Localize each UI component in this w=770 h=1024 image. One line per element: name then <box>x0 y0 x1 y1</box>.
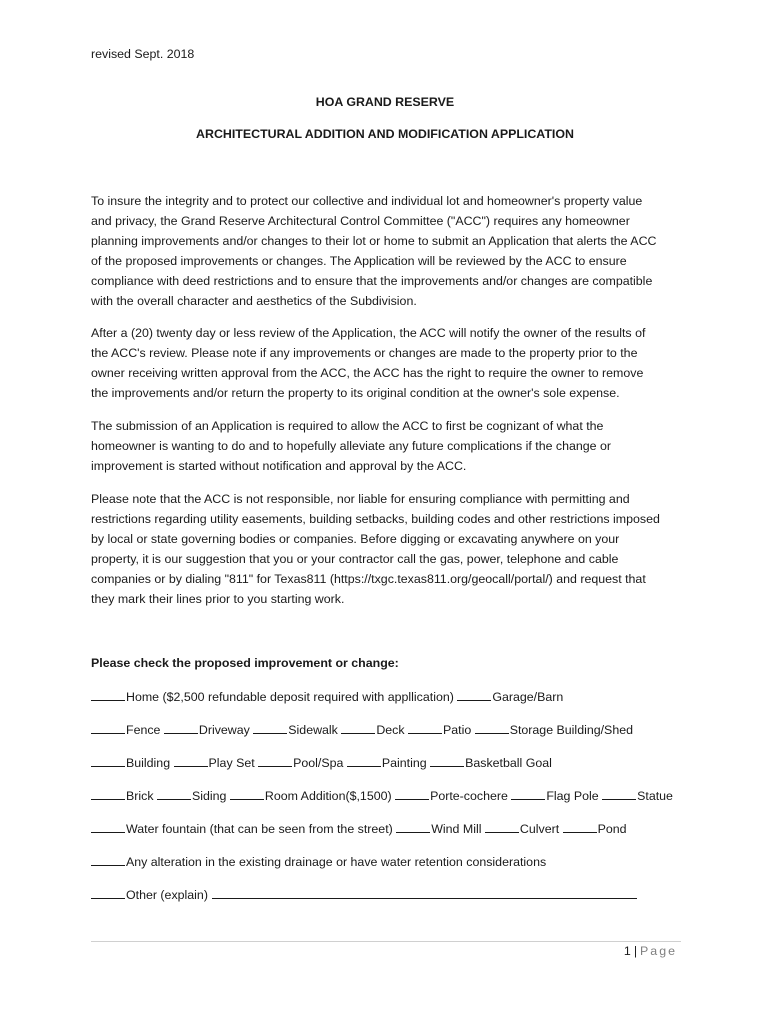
paragraph-line: restrictions regarding utility easements, building setbacks, building codes and other restrictions imposed <box>91 512 660 526</box>
checkbox-blank-pond[interactable] <box>563 820 597 833</box>
checkbox-blank-deck[interactable] <box>341 721 375 734</box>
checklist-row <box>91 754 552 772</box>
checkbox-blank-play-set[interactable] <box>174 754 208 767</box>
paragraph-line: Please note that the ACC is not responsible, nor liable for ensuring compliance with permitting and <box>91 492 630 506</box>
paragraph-line: by local or state governing bodies or companies. Before digging or excavating anywhere on your <box>91 532 620 546</box>
intro-paragraph <box>91 191 691 311</box>
checkbox-blank-storage-building[interactable] <box>475 721 509 734</box>
paragraph-line: owner receiving written approval from the ACC, the ACC has the right to require the owner to remove <box>91 366 644 380</box>
revision-note: revised Sept. 2018 <box>91 47 195 61</box>
option-label-painting: Painting <box>381 756 431 770</box>
paragraph-line: companies or by dialing "811" for Texas811 (https://txgc.texas811.org/geocall/portal/) and request that <box>91 572 646 586</box>
option-label-porte-cochere: Porte-cochere <box>430 789 512 803</box>
checkbox-blank-driveway[interactable] <box>164 721 198 734</box>
option-label-drainage: Any alteration in the existing drainage or have water retention considerations <box>126 855 547 869</box>
page-label: Page <box>640 944 677 958</box>
paragraph-line: of the proposed improvements or changes. The Application will be reviewed by the ACC to ensure <box>91 254 627 268</box>
checklist-heading: Please check the proposed improvement or change: <box>91 656 399 670</box>
option-label-deck: Deck <box>376 723 408 737</box>
paragraph-line: The submission of an Application is required to allow the ACC to first be cognizant of what the <box>91 419 604 433</box>
option-label-room-addition: Room Addition($,1500) <box>264 789 396 803</box>
option-label-pool-spa: Pool/Spa <box>293 756 347 770</box>
option-label-flag-pole: Flag Pole <box>546 789 603 803</box>
option-label-siding: Siding <box>191 789 230 803</box>
document-subtitle: ARCHITECTURAL ADDITION AND MODIFICATION APPLICATION <box>196 127 574 141</box>
checkbox-blank-water-fountain[interactable] <box>91 820 125 833</box>
option-label-building: Building <box>126 756 174 770</box>
checklist-row <box>91 853 546 871</box>
checklist-row <box>91 721 633 739</box>
checklist-row <box>91 886 637 904</box>
option-label-statue: Statue <box>637 789 673 803</box>
paragraph-line: they mark their lines prior to you starting work. <box>91 592 345 606</box>
checkbox-blank-culvert[interactable] <box>485 820 519 833</box>
option-label-garage-barn: Garage/Barn <box>492 690 564 704</box>
checkbox-blank-fence[interactable] <box>91 721 125 734</box>
checklist-row <box>91 787 673 805</box>
checkbox-blank-siding[interactable] <box>157 787 191 800</box>
checkbox-blank-painting[interactable] <box>347 754 381 767</box>
paragraph-line: with the overall character and aesthetics of the Subdivision. <box>91 294 417 308</box>
paragraph-line: the improvements and/or return the property to its original condition at the owner's sole expense. <box>91 386 620 400</box>
checkbox-blank-garage-barn[interactable] <box>457 688 491 701</box>
checkbox-blank-brick[interactable] <box>91 787 125 800</box>
option-label-other: Other (explain) <box>126 888 208 902</box>
option-label-basketball-goal: Basketball Goal <box>465 756 552 770</box>
checkbox-blank-drainage[interactable] <box>91 853 125 866</box>
checkbox-blank-basketball-goal[interactable] <box>430 754 464 767</box>
review-paragraph <box>91 323 691 403</box>
option-label-water-fountain: Water fountain (that can be seen from the street) <box>126 822 397 836</box>
option-label-driveway: Driveway <box>198 723 254 737</box>
document-title: HOA GRAND RESERVE <box>315 95 455 109</box>
checkbox-blank-flag-pole[interactable] <box>511 787 545 800</box>
option-label-pond: Pond <box>597 822 627 836</box>
checklist-row <box>91 688 563 706</box>
option-label-wind-mill: Wind Mill <box>431 822 485 836</box>
option-label-home: Home ($2,500 refundable deposit required with appllication) <box>126 690 458 704</box>
checkbox-blank-pool-spa[interactable] <box>258 754 292 767</box>
paragraph-line: To insure the integrity and to protect our collective and individual lot and homeowner's property value <box>91 194 643 208</box>
paragraph-line: improvement is started without notification and approval by the ACC. <box>91 459 467 473</box>
paragraph-line: After a (20) twenty day or less review of the Application, the ACC will notify the owner of the results of <box>91 326 646 340</box>
paragraph-line: the ACC's review. Please note if any improvements or changes are made to the property prior to the <box>91 346 638 360</box>
explain-field[interactable] <box>212 886 637 899</box>
paragraph-line: compliance with deed restrictions and to ensure that the improvements and/or changes are compatible <box>91 274 653 288</box>
option-label-brick: Brick <box>126 789 157 803</box>
option-label-play-set: Play Set <box>208 756 259 770</box>
submission-paragraph <box>91 416 691 476</box>
checkbox-blank-statue[interactable] <box>602 787 636 800</box>
option-label-sidewalk: Sidewalk <box>288 723 342 737</box>
checkbox-blank-porte-cochere[interactable] <box>395 787 429 800</box>
paragraph-line: property, it is our suggestion that you or your contractor call the gas, power, telephone and cable <box>91 552 619 566</box>
paragraph-line: and privacy, the Grand Reserve Architectural Control Committee ("ACC") requires any homeowner <box>91 214 630 228</box>
paragraph-line: homeowner is wanting to do and to hopefully alleviate any future complications if the change or <box>91 439 612 453</box>
checkbox-blank-patio[interactable] <box>408 721 442 734</box>
option-label-culvert: Culvert <box>519 822 563 836</box>
page-number: 1 <box>623 944 631 958</box>
option-label-patio: Patio <box>443 723 475 737</box>
footer-separator: | <box>633 944 638 958</box>
checkbox-blank-home[interactable] <box>91 688 125 701</box>
checkbox-blank-other[interactable] <box>91 886 125 899</box>
option-label-fence: Fence <box>126 723 164 737</box>
footer-divider <box>91 941 681 942</box>
checklist-row <box>91 820 627 838</box>
checkbox-blank-building[interactable] <box>91 754 125 767</box>
page-footer <box>624 944 677 958</box>
checkbox-blank-wind-mill[interactable] <box>396 820 430 833</box>
checkbox-blank-room-addition[interactable] <box>230 787 264 800</box>
liability-paragraph <box>91 489 691 609</box>
option-label-storage-building: Storage Building/Shed <box>509 723 633 737</box>
paragraph-line: planning improvements and/or changes to their lot or home to submit an Application that alerts the ACC <box>91 234 657 248</box>
checkbox-blank-sidewalk[interactable] <box>253 721 287 734</box>
